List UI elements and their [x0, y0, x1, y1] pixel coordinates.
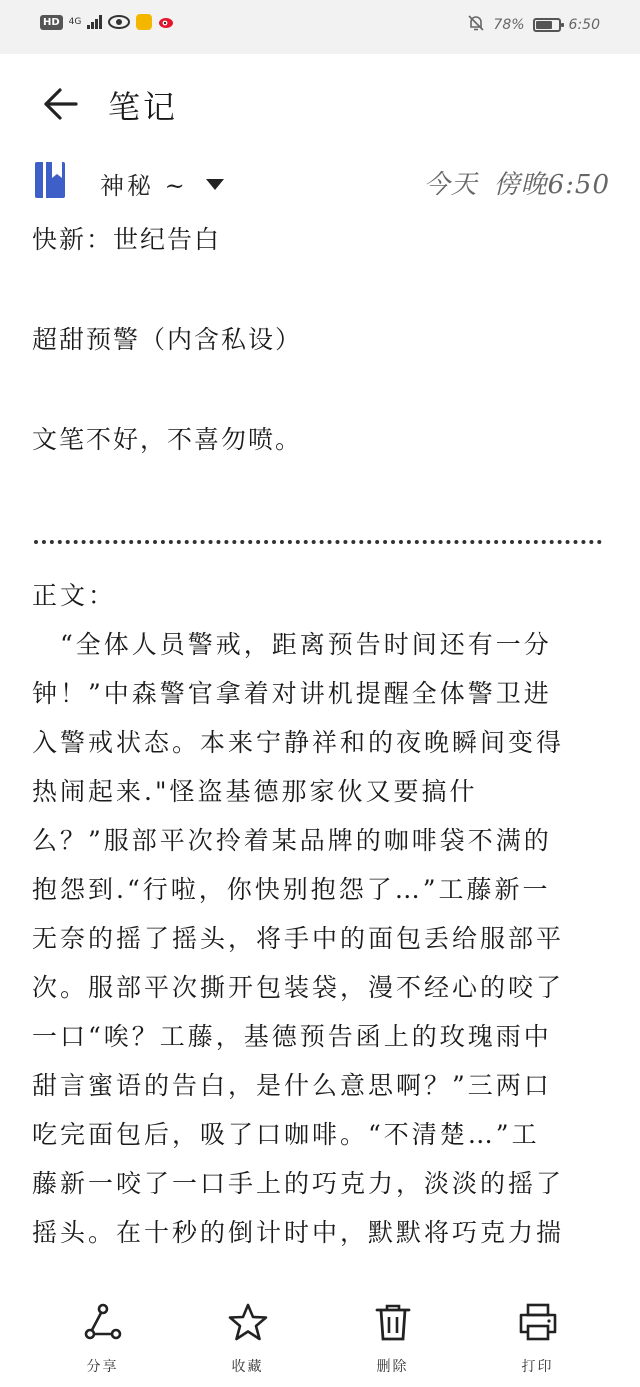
header [0, 54, 640, 154]
body-line: 藤新一咬了一口手上的巧克力，淡淡的摇了 [32, 1169, 565, 1198]
body-line: 抱怨到.“行啦，你快别抱怨了…”工藤新一 [32, 875, 551, 904]
body-line: 甜言蜜语的告白，是什么意思啊？”三两口 [32, 1071, 552, 1100]
status-time: 6:50 [568, 17, 600, 33]
preface-line: 快新：世纪告白 [32, 225, 222, 254]
bottom-toolbar [0, 1282, 640, 1387]
favorite-label: 收藏 [231, 1359, 264, 1375]
body-line: 无奈的摇了摇头，将手中的面包丢给服部平 [32, 924, 565, 953]
battery-icon [533, 18, 561, 32]
folder-name: 神秘 ~ [100, 172, 188, 200]
weibo-icon [158, 14, 174, 30]
body-heading: 正文： [32, 581, 117, 610]
note-body [32, 577, 608, 1263]
signal-icon [87, 15, 102, 29]
scroll-fade [0, 1262, 640, 1284]
status-left-icons [40, 14, 174, 30]
share-icon [83, 1302, 123, 1342]
body-line: 次。服部平次撕开包装袋，漫不经心的咬了 [32, 973, 565, 1002]
eye-icon [108, 15, 130, 29]
delete-button[interactable] [343, 1282, 443, 1387]
body-line: 一口“唉？工藤，基德预告函上的玫瑰雨中 [32, 1022, 552, 1051]
caret-down-icon [206, 179, 224, 190]
notebook-icon [34, 162, 66, 198]
preface-line: 文笔不好，不喜勿喷。 [32, 425, 303, 454]
note-preface [32, 222, 604, 458]
note-datetime [424, 164, 610, 201]
hd-icon: HD [40, 15, 63, 30]
print-label: 打印 [521, 1359, 554, 1375]
body-line: 摇头。在十秒的倒计时中，默默将巧克力揣 [32, 1218, 565, 1247]
body-line: 热闹起来."怪盗基德那家伙又要搞什 [32, 777, 478, 806]
note-date: 今天 [423, 170, 478, 200]
favorite-button[interactable] [198, 1282, 298, 1387]
preface-line: 超甜预警（内含私设） [32, 325, 303, 354]
page-title: 笔记 [108, 88, 179, 126]
share-button[interactable] [53, 1282, 153, 1387]
status-bar [0, 0, 640, 54]
back-arrow-icon [40, 84, 80, 124]
share-label: 分享 [86, 1359, 119, 1375]
print-button[interactable] [488, 1282, 588, 1387]
body-line: 钟！”中森警官拿着对讲机提醒全体警卫进 [32, 679, 552, 708]
note-meta-row [0, 154, 640, 210]
bell-off-icon [467, 14, 485, 36]
dotted-divider [34, 540, 602, 544]
network-type: 4G [68, 16, 82, 27]
delete-label: 删除 [376, 1359, 409, 1375]
body-line: 入警戒状态。本来宁静祥和的夜晚瞬间变得 [32, 728, 565, 757]
note-time: 傍晚6:50 [493, 170, 610, 200]
status-right-icons [467, 14, 600, 36]
notes-app-icon [136, 14, 152, 30]
folder-selector[interactable] [100, 166, 224, 201]
battery-percent: 78% [493, 17, 525, 33]
star-icon [228, 1302, 268, 1342]
trash-icon [373, 1302, 413, 1342]
body-line: 吃完面包后，吸了口咖啡。“不清楚…”工 [32, 1120, 540, 1149]
body-line: 么？”服部平次拎着某品牌的咖啡袋不满的 [32, 826, 552, 855]
print-icon [518, 1302, 558, 1342]
body-line: “全体人员警戒，距离预告时间还有一分 [32, 630, 552, 659]
back-button[interactable] [40, 84, 80, 124]
